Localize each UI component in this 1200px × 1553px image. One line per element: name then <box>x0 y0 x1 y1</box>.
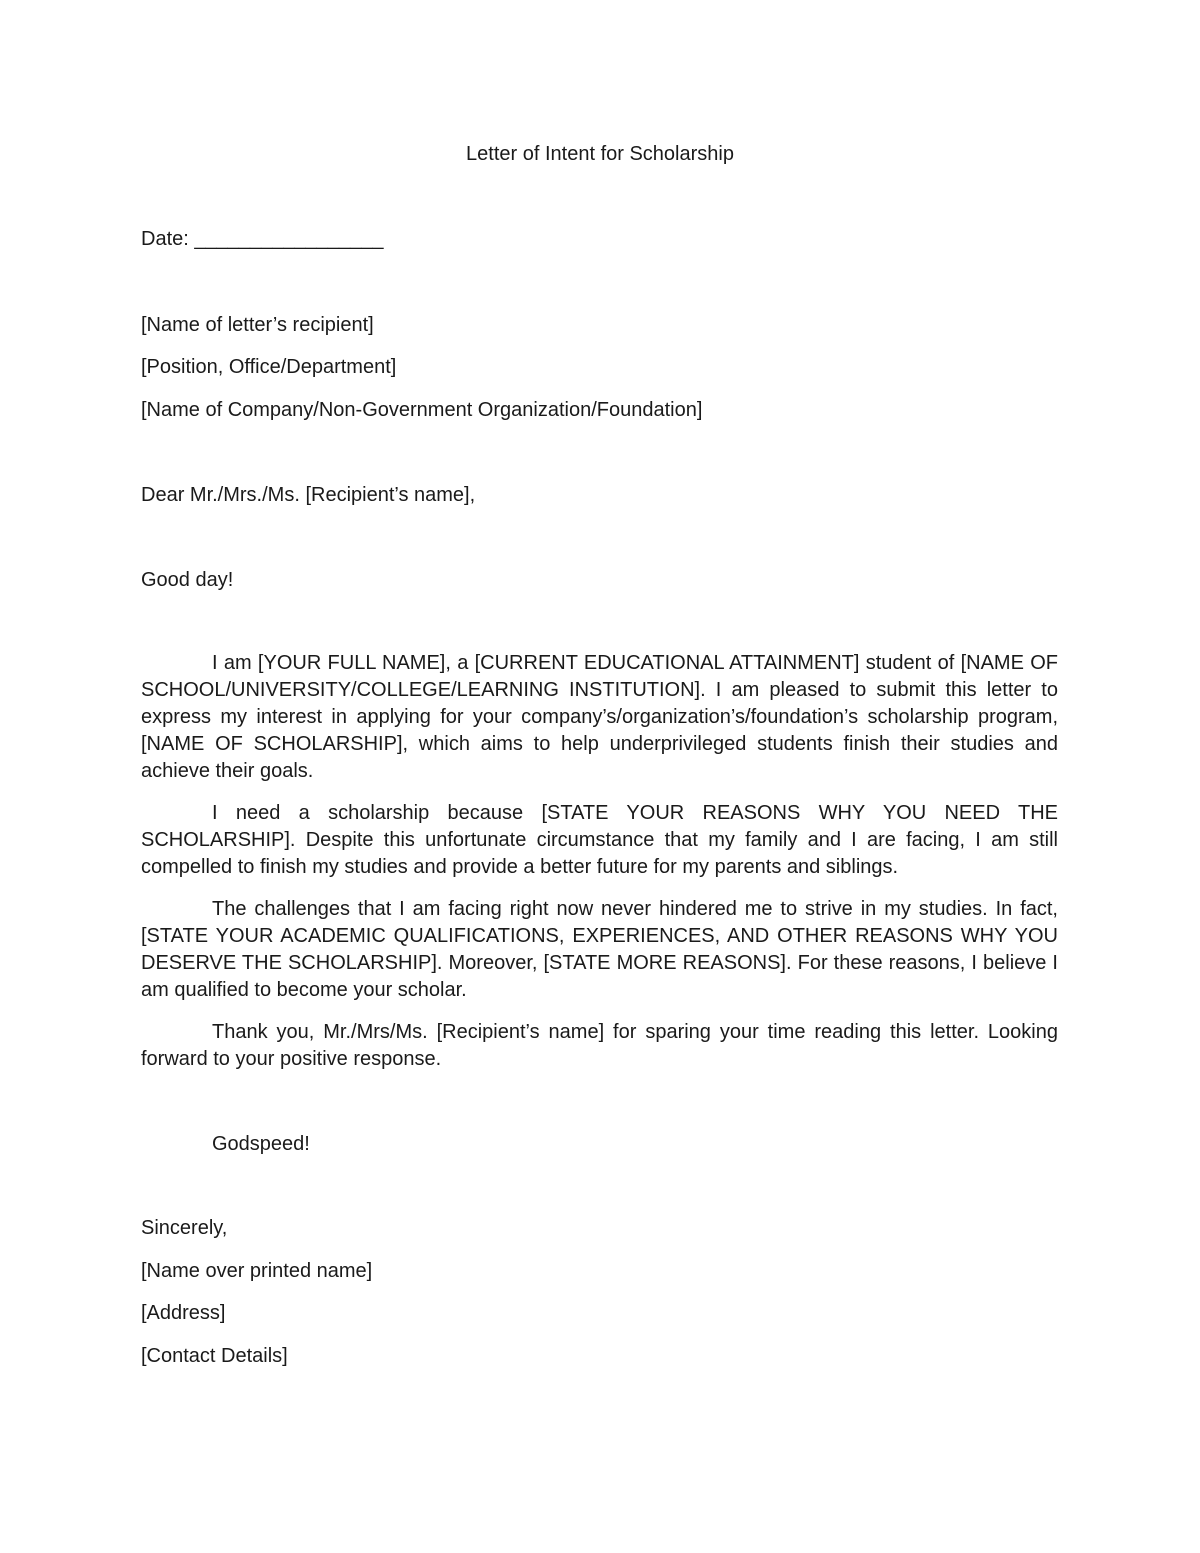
closing: Sincerely, <box>141 1217 228 1239</box>
signature-address: [Address] <box>141 1302 226 1324</box>
document-title: Letter of Intent for Scholarship <box>466 143 734 165</box>
salutation: Dear Mr./Mrs./Ms. [Recipient’s name], <box>141 484 476 506</box>
recipient-organization: [Name of Company/Non-Government Organization/Foundation] <box>141 399 703 421</box>
signature-contact: [Contact Details] <box>141 1345 288 1367</box>
recipient-name: [Name of letter’s recipient] <box>141 314 374 336</box>
signature-name: [Name over printed name] <box>141 1260 373 1282</box>
body-paragraph-1: I am [YOUR FULL NAME], a [CURRENT EDUCATIONAL ATTAINMENT] student of [NAME OF SCHOOL/UNIVERSITY/COLLEGE/LEARNING INSTITUTION]. I am pleased to submit this letter to express my interest in applying for your company’s/organization’s/foundation’s scholarship program, [NAME OF SCHOLARSHIP], which aims to help underprivileged students finish their studies and achieve their goals. <box>141 652 1058 782</box>
body-paragraph-3: The challenges that I am facing right now never hindered me to strive in my studies. In fact, [STATE YOUR ACADEMIC QUALIFICATIONS, EXPERIENCES, AND OTHER REASONS WHY YOU DESERVE THE SCHOLARSHIP]. Moreover, [STATE MORE REASONS]. For these reasons, I believe I am qualified to become your scholar. <box>141 898 1058 1001</box>
recipient-position: [Position, Office/Department] <box>141 356 397 378</box>
date-line: Date: _________________ <box>141 228 384 250</box>
farewell: Godspeed! <box>212 1133 310 1155</box>
greeting: Good day! <box>141 569 234 591</box>
body-paragraph-4: Thank you, Mr./Mrs/Ms. [Recipient’s name] for sparing your time reading this letter. Looking forward to your positive response. <box>141 1021 1058 1070</box>
body-paragraph-2: I need a scholarship because [STATE YOUR REASONS WHY YOU NEED THE SCHOLARSHIP]. Despite this unfortunate circumstance that my family and I are facing, I am still compelled to finish my studies and provide a better future for my parents and siblings. <box>141 802 1058 878</box>
